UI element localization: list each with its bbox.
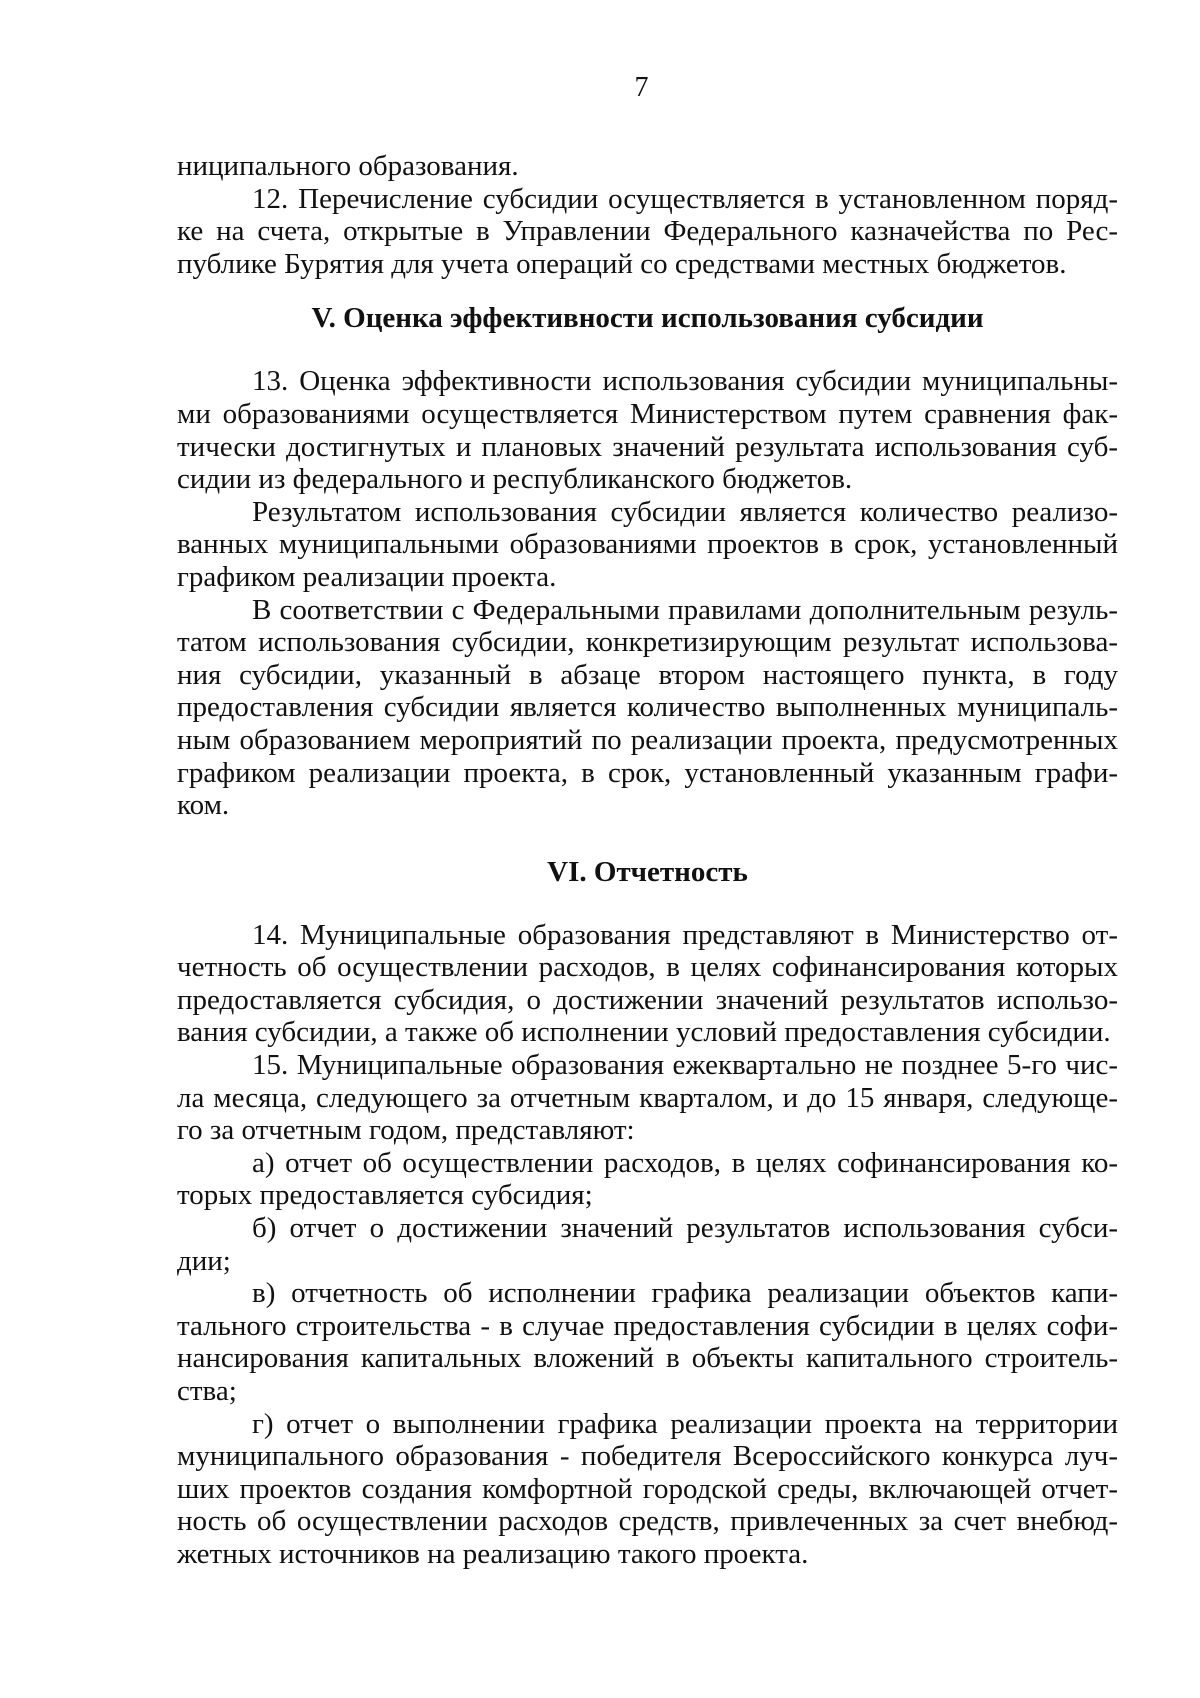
text-line: ми образованиями осуществляется Министерством путем сравнения фак- bbox=[177, 397, 1118, 430]
text-line: графиком реализации проекта, в срок, установленный указанным графи- bbox=[177, 756, 1118, 789]
text-line: б) отчет о достижении значений результатов использования субси- bbox=[252, 1212, 1118, 1245]
text-line: муниципального образования - победителя Всероссийского конкурса луч- bbox=[177, 1440, 1118, 1473]
text-line: сидии из федерального и республиканского бюджетов. bbox=[177, 463, 853, 496]
text-line: ность об осуществлении расходов средств, привлеченных за счет внебюд- bbox=[177, 1505, 1118, 1538]
paragraph bbox=[177, 1147, 1118, 1212]
page-number: 7 bbox=[634, 72, 649, 103]
text-line: четность об осуществлении расходов, в целях софинансирования которых bbox=[177, 951, 1118, 984]
section-vi-body bbox=[177, 919, 1118, 1571]
text-line: публике Бурятия для учета операций со средствами местных бюджетов. bbox=[177, 247, 1067, 280]
intro-text bbox=[177, 150, 1118, 280]
text-line: предоставления субсидии является количество выполненных муниципаль- bbox=[177, 691, 1118, 724]
text-line: нансирования капитальных вложений в объекты капитального строитель- bbox=[177, 1342, 1118, 1375]
text-line: г) отчет о выполнении графика реализации проекта на территории bbox=[252, 1407, 1118, 1440]
paragraph bbox=[177, 594, 1118, 822]
text-line: ванных муниципальными образованиями проектов в срок, установленный bbox=[177, 528, 1118, 561]
text-line: вания субсидии, а также об исполнении условий предоставления субсидии. bbox=[177, 1016, 1111, 1049]
paragraph bbox=[177, 1277, 1118, 1407]
text-line: тически достигнутых и плановых значений результата использования суб- bbox=[177, 430, 1118, 463]
text-line: Результатом использования субсидии является количество реализо- bbox=[252, 495, 1118, 528]
text-line: татом использования субсидии, конкретизирующим результат использова- bbox=[177, 626, 1118, 659]
paragraph bbox=[177, 1049, 1118, 1147]
text-line: торых предоставляется субсидия; bbox=[177, 1179, 593, 1212]
text-line: 13. Оценка эффективности использования субсидии муниципальны- bbox=[252, 365, 1118, 398]
text-line: В соответствии с Федеральными правилами дополнительным резуль- bbox=[252, 593, 1118, 626]
section-heading-vi: VI. Отчетность bbox=[547, 855, 748, 888]
text-line: ших проектов создания комфортной городской среды, включающей отчет- bbox=[177, 1472, 1118, 1505]
text-line: ства; bbox=[177, 1375, 237, 1407]
paragraph bbox=[177, 1408, 1118, 1571]
text-line: предоставляется субсидия, о достижении значений результатов использо- bbox=[177, 983, 1118, 1016]
text-line: ниципального образования. bbox=[177, 150, 519, 182]
text-line: жетных источников на реализацию такого проекта. bbox=[177, 1537, 809, 1570]
paragraph bbox=[177, 496, 1118, 594]
paragraph bbox=[177, 1212, 1118, 1277]
text-line: ке на счета, открытые в Управлении Федерального казначейства по Рес- bbox=[177, 215, 1118, 248]
paragraph bbox=[177, 150, 1118, 183]
text-line: а) отчет об осуществлении расходов, в целях софинансирования ко- bbox=[252, 1146, 1118, 1179]
paragraph bbox=[177, 365, 1118, 495]
text-line: в) отчетность об исполнении графика реализации объектов капи- bbox=[252, 1277, 1118, 1310]
text-line: ным образованием мероприятий по реализации проекта, предусмотренных bbox=[177, 723, 1118, 756]
section-v-body bbox=[177, 365, 1118, 821]
paragraph bbox=[177, 183, 1118, 281]
text-line: ния субсидии, указанный в абзаце втором настоящего пункта, в году bbox=[177, 658, 1118, 691]
paragraph bbox=[177, 919, 1118, 1049]
text-line: 15. Муниципальные образования ежеквартально не позднее 5-го чис- bbox=[252, 1049, 1118, 1082]
text-line: 12. Перечисление субсидии осуществляется в установленном поряд- bbox=[252, 182, 1118, 215]
text-line: ком. bbox=[177, 789, 230, 822]
document-body bbox=[177, 150, 1118, 1571]
text-line: ла месяца, следующего за отчетным кварталом, и до 15 января, следующе- bbox=[177, 1081, 1118, 1114]
text-line: графиком реализации проекта. bbox=[177, 560, 557, 593]
text-line: го за отчетным годом, представляют: bbox=[177, 1114, 635, 1147]
text-line: тального строительства - в случае предоставления субсидии в целях софи- bbox=[177, 1309, 1118, 1342]
text-line: 14. Муниципальные образования представляют в Министерство от- bbox=[252, 918, 1118, 951]
text-line: дии; bbox=[177, 1244, 231, 1277]
section-heading-v: V. Оценка эффективности использования субсидии bbox=[311, 302, 984, 335]
